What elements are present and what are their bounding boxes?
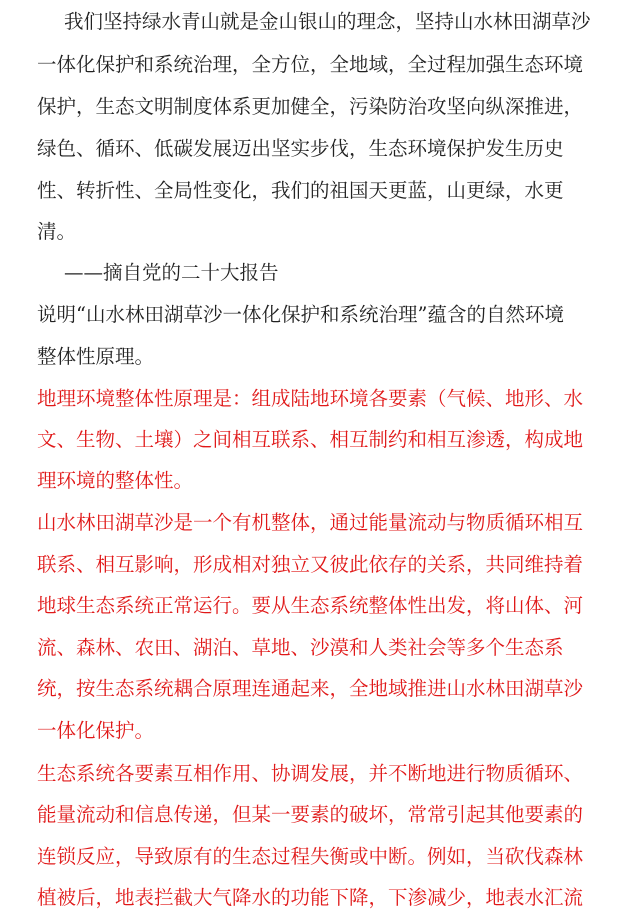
- answer-p3-line-4: 植被后，地表拦截大气降水的功能下降，下渗减少，地表水汇流: [37, 886, 584, 909]
- quote-line-3: 保护，生态文明制度体系更加健全，污染防治攻坚向纵深推进，: [37, 95, 584, 118]
- answer-p2-line-1: 山水林田湖草沙是一个有机整体，通过能量流动与物质循环相互: [37, 511, 584, 534]
- answer-p2-line-5: 统，按生态系统耦合原理连通起来，全地域推进山水林田湖草沙: [37, 677, 584, 700]
- quote-line-1: 我们坚持绿水青山就是金山银山的理念，坚持山水林田湖草沙: [64, 10, 591, 33]
- quote-source: ——摘自党的二十大报告: [64, 261, 279, 284]
- answer-p3-line-1: 生态系统各要素互相作用、协调发展，并不断地进行物质循环、: [37, 762, 584, 785]
- answer-p2-line-4: 流、森林、农田、湖泊、草地、沙漠和人类社会等多个生态系: [37, 636, 564, 659]
- question-line-2: 整体性原理。: [37, 345, 155, 368]
- answer-p1-line-3: 理环境的整体性。: [37, 469, 194, 492]
- answer-p2-line-6: 一体化保护。: [37, 719, 155, 742]
- quote-line-5: 性、转折性、全局性变化，我们的祖国天更蓝，山更绿，水更: [37, 179, 564, 202]
- answer-p1-line-2: 文、生物、土壤）之间相互联系、相互制约和相互渗透，构成地: [37, 428, 584, 451]
- quote-line-2: 一体化保护和系统治理，全方位，全地域，全过程加强生态环境: [37, 53, 584, 76]
- quote-line-6: 清。: [37, 220, 77, 243]
- answer-p2-line-3: 地球生态系统正常运行。要从生态系统整体性出发，将山体、河: [37, 594, 584, 617]
- answer-p3-line-2: 能量流动和信息传递，但某一要素的破坏，常常引起其他要素的: [37, 803, 584, 826]
- answer-p2-line-2: 联系、相互影响，形成相对独立又彼此依存的关系，共同维持着: [37, 553, 584, 576]
- answer-p3-line-3: 连锁反应，导致原有的生态过程失衡或中断。例如，当砍伐森林: [37, 845, 584, 868]
- question-line-1: 说明“山水林田湖草沙一体化保护和系统治理”蕴含的自然环境: [37, 303, 564, 326]
- quote-line-4: 绿色、循环、低碳发展迈出坚实步伐，生态环境保护发生历史: [37, 137, 564, 160]
- answer-p1-line-1: 地理环境整体性原理是：组成陆地环境各要素（气候、地形、水: [37, 387, 584, 410]
